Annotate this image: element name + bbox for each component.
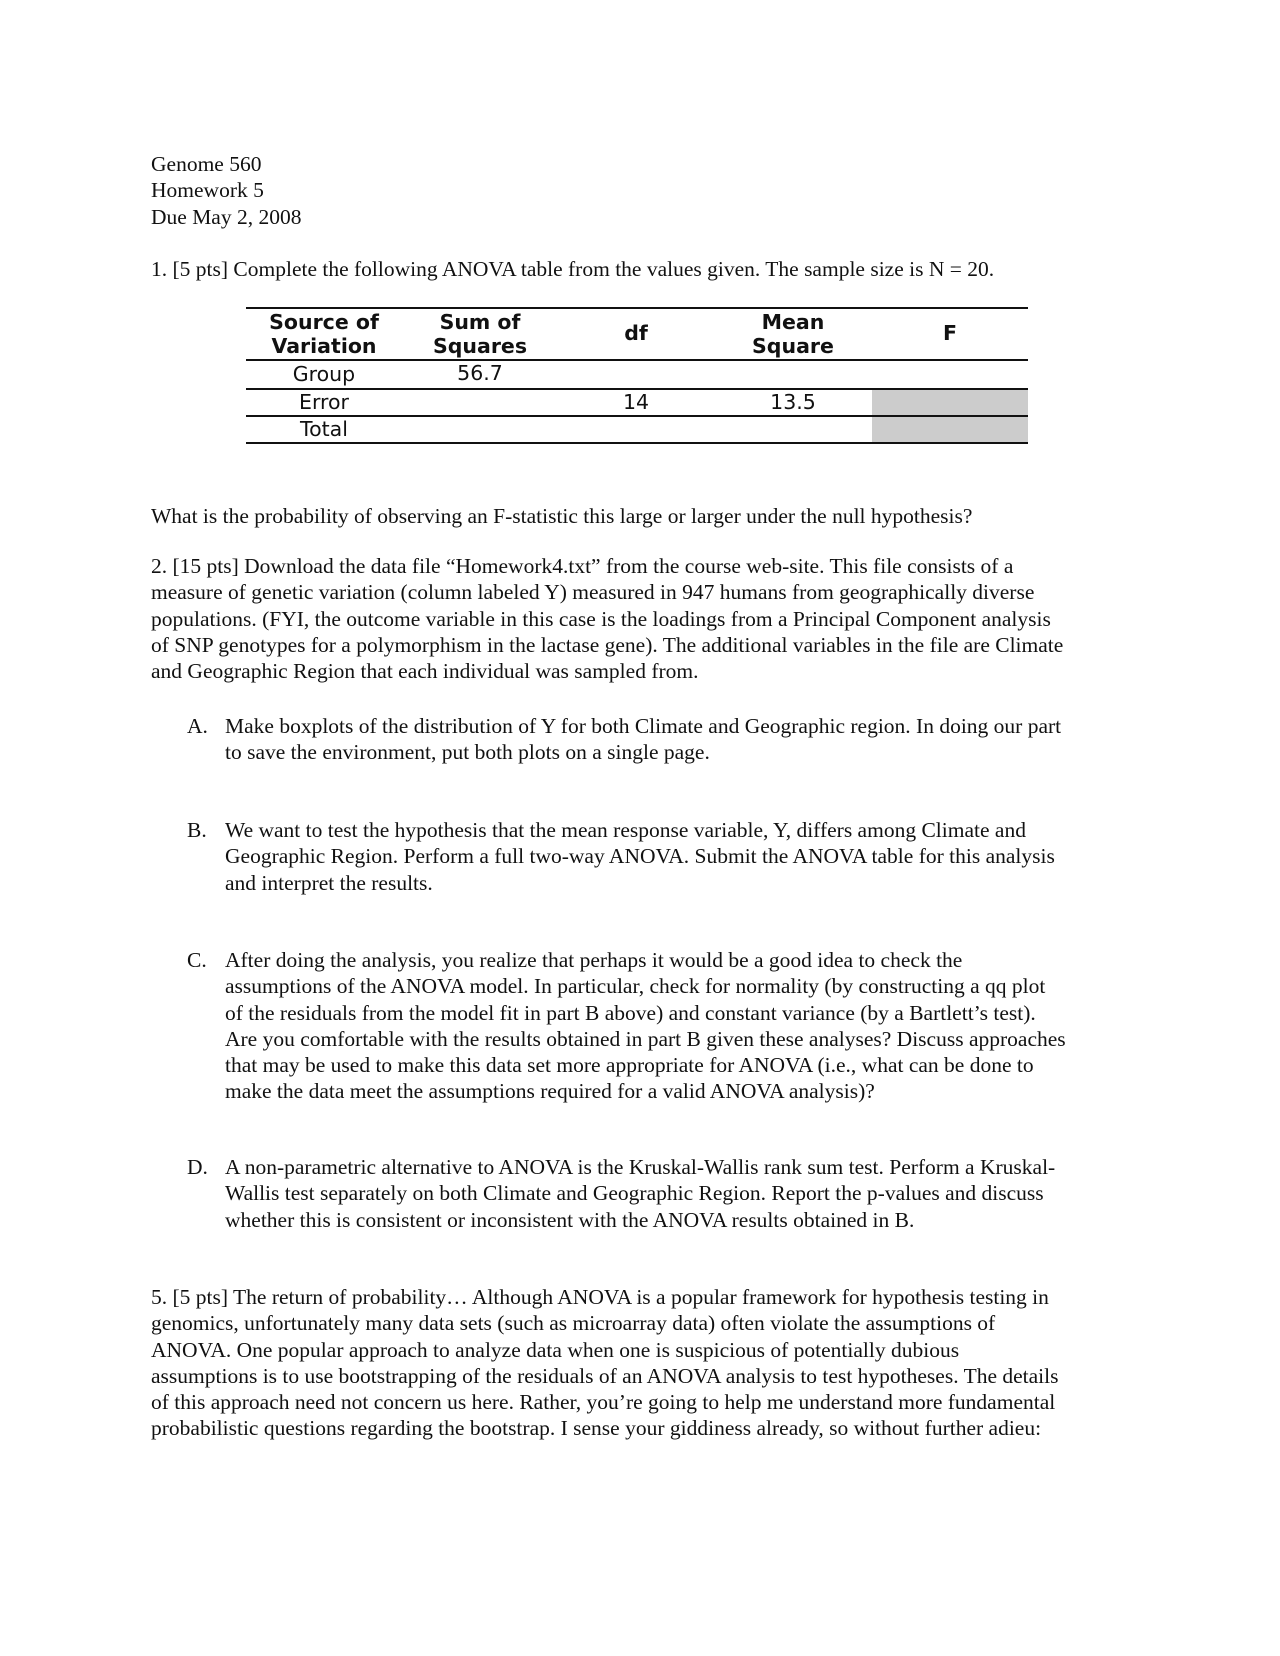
- header-mean-square: Mean Square: [752, 310, 834, 358]
- row-error-df: 14: [622, 390, 650, 414]
- text-line: and Geographic Region that each individual was sampled from.: [151, 659, 699, 684]
- header-source: Source of Variation: [269, 310, 379, 358]
- table-header-rule: [246, 359, 1028, 361]
- text-line: Geographic Region. Perform a full two-way ANOVA. Submit the ANOVA table for this analysis: [225, 844, 1055, 869]
- row-total-source: Total: [300, 417, 348, 441]
- part-text: [225, 713, 1125, 766]
- text-line: measure of genetic variation (column labeled Y) measured in 947 humans from geographically diverse: [151, 580, 1035, 605]
- text-line: make the data meet the assumptions required for a valid ANOVA analysis)?: [225, 1079, 875, 1104]
- course-name: Genome 560: [151, 152, 262, 176]
- document-header: [151, 151, 1125, 230]
- row-error-ms: 13.5: [770, 390, 816, 414]
- row-error-source: Error: [299, 390, 349, 414]
- part-label: C.: [187, 948, 207, 972]
- text-line: to save the environment, put both plots on a single page.: [225, 740, 710, 765]
- question-2-paragraph: [151, 553, 1125, 684]
- part-label: B.: [187, 818, 207, 842]
- question-1-followup: What is the probability of observing an F-statistic this large or larger under the null hypothesis?: [151, 504, 973, 528]
- due-date: Due May 2, 2008: [151, 204, 302, 229]
- part-text: [225, 1154, 1125, 1233]
- text-line: of this approach need not concern us here. Rather, you’re going to help me understand more fundamental: [151, 1390, 1056, 1415]
- anova-table: [246, 307, 1028, 444]
- text-line: Are you comfortable with the results obtained in part B given these analyses? Discuss approaches: [225, 1026, 1066, 1051]
- header-df: df: [624, 321, 648, 345]
- text-line: whether this is consistent or inconsistent with the ANOVA results obtained in B.: [225, 1207, 915, 1232]
- assignment-title: Homework 5: [151, 178, 264, 203]
- part-label: D.: [187, 1155, 208, 1179]
- row-group-ss: 56.7: [457, 361, 503, 385]
- text-line: ANOVA. One popular approach to analyze data when one is suspicious of potentially dubious: [151, 1337, 960, 1362]
- table-top-rule: [246, 307, 1028, 309]
- text-line: 5. [5 pts] The return of probability… Although ANOVA is a popular framework for hypothesis testing in: [151, 1285, 1049, 1309]
- part-text: [225, 947, 1125, 1105]
- text-line: probabilistic questions regarding the bootstrap. I sense your giddiness already, so without further adieu:: [151, 1416, 1042, 1441]
- question-1-prompt: 1. [5 pts] Complete the following ANOVA table from the values given. The sample size is N = 20.: [151, 257, 995, 281]
- text-line: and interpret the results.: [225, 870, 433, 895]
- text-line: that may be used to make this data set more appropriate for ANOVA (i.e., what can be done to: [225, 1053, 1034, 1078]
- table-bottom-rule: [246, 442, 1028, 444]
- part-text: [225, 817, 1125, 896]
- text-line: After doing the analysis, you realize that perhaps it would be a good idea to check the: [225, 948, 963, 972]
- text-line: Wallis test separately on both Climate and Geographic Region. Report the p-values and discuss: [225, 1181, 1044, 1206]
- header-sum-of-squares: Sum of Squares: [432, 310, 528, 358]
- row-group-source: Group: [292, 362, 356, 386]
- text-line: 2. [15 pts] Download the data file “Homework4.txt” from the course web-site. This file consists of a: [151, 554, 1014, 578]
- text-line: assumptions of the ANOVA model. In particular, check for normality (by constructing a qq plot: [225, 974, 1046, 999]
- text-line: Make boxplots of the distribution of Y for both Climate and Geographic region. In doing our part: [225, 714, 1062, 738]
- text-line: We want to test the hypothesis that the mean response variable, Y, differs among Climate and: [225, 818, 1026, 842]
- text-line: of SNP genotypes for a polymorphism in the lactase gene). The additional variables in the file are Climate: [151, 632, 1064, 657]
- f-shaded-cell: [872, 389, 1028, 444]
- text-line: A non-parametric alternative to ANOVA is the Kruskal-Wallis rank sum test. Perform a Kruskal-: [225, 1155, 1056, 1179]
- text-line: populations. (FYI, the outcome variable in this case is the loadings from a Principal Component analysis: [151, 606, 1051, 631]
- part-label: A.: [187, 714, 208, 738]
- text-line: assumptions is to use bootstrapping of the residuals of an ANOVA analysis to test hypotheses. The details: [151, 1363, 1059, 1388]
- header-f: F: [942, 321, 957, 345]
- question-5-paragraph: [151, 1284, 1125, 1442]
- text-line: genomics, unfortunately many data sets (such as microarray data) often violate the assumptions of: [151, 1311, 996, 1336]
- text-line: of the residuals from the model fit in part B above) and constant variance (by a Bartlett’s test).: [225, 1000, 1036, 1025]
